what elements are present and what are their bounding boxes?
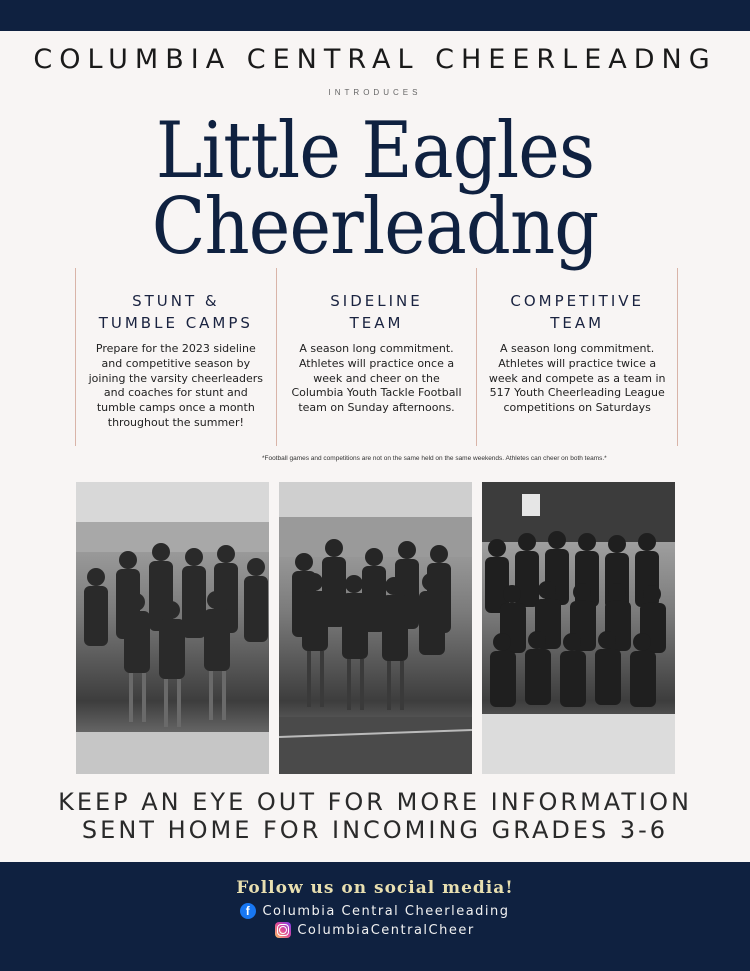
instagram-link[interactable] <box>0 922 750 938</box>
footer <box>0 862 750 971</box>
program-title-line1: COMPETITIVE <box>510 292 645 310</box>
program-title-line1: STUNT & <box>132 292 220 310</box>
org-title: COLUMBIA CENTRAL CHEERLEADNG <box>33 44 717 75</box>
team-photo-3 <box>482 482 675 774</box>
instagram-handle[interactable]: ColumbiaCentralCheer <box>297 922 475 938</box>
program-competitive-team <box>476 268 678 446</box>
introduces-label: INTRODUCES <box>328 88 422 97</box>
page-title-line2: Cheerleadng <box>151 182 599 272</box>
facebook-icon: f <box>240 903 256 919</box>
team-photo-1 <box>76 482 269 774</box>
cta-line1: KEEP AN EYE OUT FOR MORE INFORMATION <box>58 788 692 816</box>
facebook-link[interactable] <box>0 903 750 919</box>
program-description: A season long commitment. Athletes will practice once a week and cheer on the Columbia Youth Tackle Football team on Sunday afternoons. <box>291 342 462 415</box>
program-title <box>287 290 467 334</box>
instagram-icon <box>275 922 291 938</box>
program-title-line2: TUMBLE CAMPS <box>98 314 253 332</box>
footnote: *Football games and competitions are not on the same held on the same weekends. Athletes can cheer on both teams.* <box>262 455 607 462</box>
follow-heading: Follow us on social media! <box>236 878 514 898</box>
top-bar <box>0 0 750 31</box>
facebook-handle[interactable]: Columbia Central Cheerleading <box>262 903 510 919</box>
program-stunt-tumble <box>75 268 276 446</box>
program-title-line2: TEAM <box>349 314 404 332</box>
program-description: A season long commitment. Athletes will practice twice a week and compete as a team in 517 Youth Cheerleading League competitions on Saturdays <box>488 342 666 415</box>
programs-section <box>75 268 678 446</box>
program-description: Prepare for the 2023 sideline and competitive season by joining the varsity cheerleaders and coaches for stunt and tumble camps once a month throughout the summer! <box>88 342 264 429</box>
program-title <box>86 290 266 334</box>
team-photo-2 <box>279 482 472 774</box>
program-title-line1: SIDELINE <box>330 292 423 310</box>
program-title <box>487 290 667 334</box>
program-sideline-team <box>276 268 477 446</box>
program-title-line2: TEAM <box>550 314 605 332</box>
page-title-line1: Little Eagles <box>155 106 595 196</box>
cta-line2: SENT HOME FOR INCOMING GRADES 3-6 <box>81 816 669 844</box>
